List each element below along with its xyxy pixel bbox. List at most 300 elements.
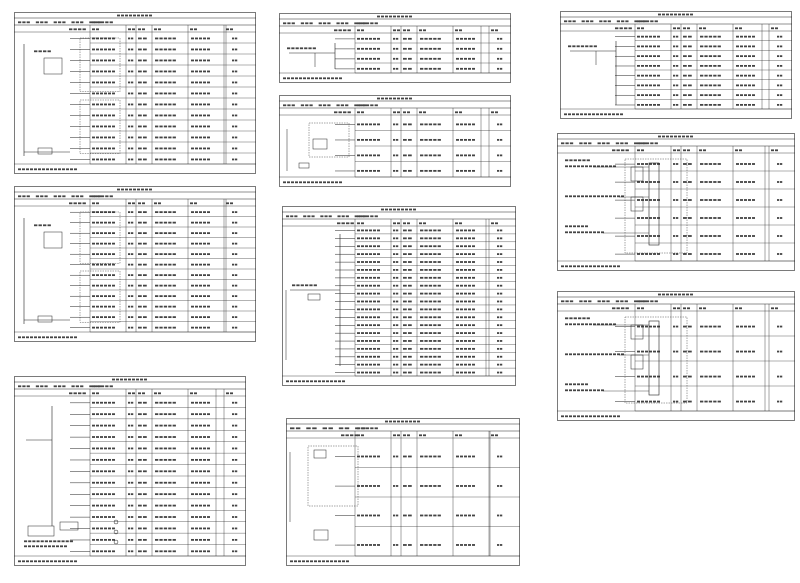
row-1-phase <box>393 237 398 239</box>
col-header-1 <box>393 434 400 436</box>
row-5-phase <box>673 84 678 86</box>
header-cell-0 <box>18 195 30 197</box>
row-3-use <box>456 170 475 172</box>
row-10-breaker <box>92 316 115 318</box>
row-10-use <box>191 148 210 150</box>
row-6-breaker <box>357 277 380 279</box>
relay-1 <box>631 167 643 181</box>
row-13-phase <box>128 550 133 552</box>
row-9-note <box>232 505 237 507</box>
row-1-breaker <box>92 49 115 51</box>
row-7-note <box>232 285 237 287</box>
row-12-breaker <box>92 539 115 541</box>
row-3-use <box>456 253 475 255</box>
row-9-power <box>138 505 147 507</box>
controller-top <box>314 450 326 458</box>
row-3-breaker <box>357 544 380 546</box>
row-9-power <box>138 137 147 139</box>
row-0-power <box>138 38 147 40</box>
row-2-breaker <box>637 199 660 201</box>
p1-svg <box>14 12 256 174</box>
row-16-cable <box>420 356 441 358</box>
row-11-note <box>232 159 237 161</box>
row-3-power <box>683 65 692 67</box>
row-5-cable <box>700 84 721 86</box>
controller <box>313 139 327 149</box>
row-11-cable <box>155 327 176 329</box>
row-6-breaker <box>92 470 115 472</box>
row-7-note <box>232 482 237 484</box>
row-5-power <box>403 269 412 271</box>
row-3-use <box>736 401 755 403</box>
panel-title <box>117 15 152 17</box>
row-1-phase <box>673 45 678 47</box>
row-11-power <box>403 316 412 318</box>
row-9-note <box>497 301 502 303</box>
col-header-0 <box>92 28 99 30</box>
row-13-power <box>403 332 412 334</box>
row-4-use <box>456 261 475 263</box>
row-2-use <box>456 515 475 517</box>
row-8-power <box>403 293 412 295</box>
row-5-breaker <box>357 269 380 271</box>
row-3-note <box>232 71 237 73</box>
col-header-2 <box>403 111 410 113</box>
incoming-label <box>292 284 317 286</box>
row-2-phase <box>128 425 133 427</box>
header-cell-1 <box>36 195 48 197</box>
row-2-power <box>403 154 412 156</box>
row-10-power <box>138 148 147 150</box>
row-6-breaker <box>92 274 115 276</box>
row-3-phase <box>393 68 398 70</box>
row-2-cable <box>420 245 441 247</box>
row-2-cable <box>155 232 176 234</box>
row-3-phase <box>393 170 398 172</box>
col-header-3 <box>419 222 426 224</box>
row-10-cable <box>155 148 176 150</box>
row-1-power <box>403 485 412 487</box>
row-1-breaker <box>92 222 115 224</box>
circuit-header <box>69 202 86 204</box>
row-1-phase <box>673 351 678 353</box>
footer-note <box>564 113 623 115</box>
row-2-breaker <box>637 55 660 57</box>
row-0-power <box>403 230 412 232</box>
p2-svg <box>14 186 256 342</box>
row-2-use <box>456 245 475 247</box>
row-13-cable <box>155 550 176 552</box>
row-0-breaker <box>357 38 380 40</box>
row-0-breaker <box>357 123 380 125</box>
row-0-note <box>232 211 237 213</box>
row-3-note <box>232 243 237 245</box>
col-header-5 <box>771 307 778 309</box>
row-0-cable <box>420 38 441 40</box>
row-9-breaker <box>92 306 115 308</box>
row-0-power <box>683 163 692 165</box>
row-3-power <box>138 71 147 73</box>
row-4-cable <box>700 235 721 237</box>
row-2-phase <box>393 58 398 60</box>
row-7-note <box>232 115 237 117</box>
row-4-phase <box>673 235 678 237</box>
row-3-power <box>683 217 692 219</box>
row-1-note <box>497 237 502 239</box>
row-13-power <box>138 550 147 552</box>
row-9-use <box>191 505 210 507</box>
panel-title <box>658 294 693 296</box>
col-header-2 <box>403 434 410 436</box>
row-4-note <box>232 448 237 450</box>
col-header-5 <box>771 27 778 29</box>
row-0-power <box>403 456 412 458</box>
row-1-use <box>191 222 210 224</box>
header-cell-1 <box>301 104 313 106</box>
row-5-breaker <box>637 84 660 86</box>
row-6-phase <box>128 470 133 472</box>
col-header-4 <box>455 434 462 436</box>
row-3-cable <box>155 243 176 245</box>
row-4-cable <box>155 448 176 450</box>
row-12-breaker <box>357 324 380 326</box>
row-13-note <box>497 332 502 334</box>
row-14-phase <box>393 340 398 342</box>
row-5-phase <box>128 264 133 266</box>
row-2-breaker <box>357 245 380 247</box>
row-2-note <box>777 376 782 378</box>
row-5-use <box>456 269 475 271</box>
schematic-panel-10 <box>557 291 795 421</box>
row-10-breaker <box>92 148 115 150</box>
panel-frame <box>15 187 256 342</box>
footer-note <box>286 380 345 382</box>
row-9-power <box>138 306 147 308</box>
row-0-note <box>497 456 502 458</box>
row-1-note <box>777 45 782 47</box>
row-9-phase <box>128 505 133 507</box>
row-2-phase <box>128 60 133 62</box>
row-4-phase <box>393 261 398 263</box>
row-3-breaker <box>357 68 380 70</box>
row-1-phase <box>128 413 133 415</box>
row-10-power <box>138 516 147 518</box>
row-11-use <box>191 327 210 329</box>
header-cell-2 <box>54 385 66 387</box>
row-1-cable <box>700 181 721 183</box>
header-cell-3 <box>616 142 628 144</box>
col-header-1 <box>128 202 135 204</box>
row-3-note <box>497 544 502 546</box>
row-10-phase <box>393 308 398 310</box>
row-0-phase <box>128 402 133 404</box>
row-3-use <box>191 71 210 73</box>
row-8-breaker <box>92 126 115 128</box>
row-3-use <box>456 544 475 546</box>
panel-frame <box>15 13 256 174</box>
col-header-4 <box>190 28 197 30</box>
row-11-power <box>138 528 147 530</box>
spec-header <box>357 104 378 106</box>
row-8-cable <box>155 126 176 128</box>
row-12-note <box>497 324 502 326</box>
row-1-use <box>736 351 755 353</box>
controller-box <box>44 58 62 74</box>
schematic-panel-7 <box>286 418 520 566</box>
header-cell-2 <box>599 20 611 22</box>
row-5-power <box>683 84 692 86</box>
row-8-phase <box>393 293 398 295</box>
p3-svg <box>14 376 246 566</box>
row-8-breaker <box>357 293 380 295</box>
row-2-power <box>138 425 147 427</box>
row-1-phase <box>673 181 678 183</box>
header-cell-0 <box>561 142 573 144</box>
col-header-4 <box>735 307 742 309</box>
row-3-use <box>736 65 755 67</box>
row-3-cable <box>420 170 441 172</box>
row-4-power <box>138 82 147 84</box>
row-5-power <box>138 459 147 461</box>
row-9-note <box>232 306 237 308</box>
row-1-power <box>138 49 147 51</box>
row-2-note <box>777 199 782 201</box>
row-2-breaker <box>357 515 380 517</box>
row-9-breaker <box>357 301 380 303</box>
row-1-note <box>232 222 237 224</box>
row-6-note <box>232 470 237 472</box>
row-7-breaker <box>92 285 115 287</box>
row-13-breaker <box>92 550 115 552</box>
plc-module <box>649 321 659 395</box>
panel-title <box>385 421 420 423</box>
row-8-cable <box>420 293 441 295</box>
col-header-2 <box>138 392 145 394</box>
row-4-power <box>138 253 147 255</box>
row-16-phase <box>393 356 398 358</box>
row-3-breaker <box>637 65 660 67</box>
row-13-phase <box>393 332 398 334</box>
spec-header <box>637 142 658 144</box>
incoming-label <box>287 47 316 49</box>
row-0-power <box>403 38 412 40</box>
row-1-note <box>497 48 502 50</box>
row-0-phase <box>673 326 678 328</box>
row-4-use <box>191 253 210 255</box>
row-17-power <box>403 364 412 366</box>
row-13-use <box>191 550 210 552</box>
indicator-lamp-2 <box>114 540 118 544</box>
row-3-phase <box>673 217 678 219</box>
row-0-phase <box>673 163 678 165</box>
row-4-power <box>683 235 692 237</box>
circuit-header <box>341 434 358 436</box>
row-4-breaker <box>637 75 660 77</box>
row-1-cable <box>700 351 721 353</box>
row-6-note <box>232 104 237 106</box>
header-cell-1 <box>579 300 591 302</box>
row-1-power <box>683 181 692 183</box>
row-9-phase <box>128 137 133 139</box>
row-10-power <box>138 316 147 318</box>
row-0-use <box>191 211 210 213</box>
row-4-use <box>736 235 755 237</box>
row-3-use <box>191 436 210 438</box>
row-1-breaker <box>357 139 380 141</box>
row-2-phase <box>673 55 678 57</box>
footer-note <box>283 77 342 79</box>
row-8-breaker <box>92 295 115 297</box>
header-cell-2 <box>54 195 66 197</box>
row-9-use <box>191 137 210 139</box>
row-7-power <box>403 285 412 287</box>
header-cell-2 <box>320 215 331 217</box>
row-3-breaker <box>92 243 115 245</box>
col-header-3 <box>154 202 161 204</box>
row-2-breaker <box>637 376 660 378</box>
row-6-power <box>138 274 147 276</box>
row-2-power <box>683 199 692 201</box>
row-4-breaker <box>92 448 115 450</box>
row-0-cable <box>155 211 176 213</box>
col-header-2 <box>138 28 145 30</box>
row-7-power <box>138 285 147 287</box>
row-5-note <box>497 269 502 271</box>
row-8-use <box>456 293 475 295</box>
row-7-cable <box>155 285 176 287</box>
row-0-power <box>403 123 412 125</box>
row-1-note <box>497 485 502 487</box>
row-9-power <box>403 301 412 303</box>
col-header-3 <box>154 28 161 30</box>
row-5-phase <box>128 459 133 461</box>
col-header-1 <box>393 29 400 31</box>
row-12-cable <box>155 539 176 541</box>
meter <box>308 294 320 300</box>
signal-label-4 <box>565 225 588 227</box>
row-1-note <box>777 351 782 353</box>
header-cell-1 <box>301 22 313 24</box>
circuit-header <box>69 28 86 30</box>
col-header-1 <box>128 392 135 394</box>
row-0-phase <box>393 38 398 40</box>
row-6-use <box>456 277 475 279</box>
row-7-breaker <box>637 104 660 106</box>
col-header-4 <box>735 149 742 151</box>
row-0-power <box>138 211 147 213</box>
row-1-power <box>683 351 692 353</box>
header-cell-0 <box>561 300 573 302</box>
row-11-cable <box>420 316 441 318</box>
row-10-breaker <box>357 308 380 310</box>
row-15-use <box>456 348 475 350</box>
header-cell-2 <box>323 427 333 429</box>
row-4-note <box>777 75 782 77</box>
row-1-breaker <box>637 351 660 353</box>
schematic-panel-8 <box>560 11 792 119</box>
col-header-3 <box>699 27 706 29</box>
row-1-breaker <box>637 181 660 183</box>
row-10-note <box>232 516 237 518</box>
row-1-use <box>456 48 475 50</box>
row-3-cable <box>155 436 176 438</box>
panel-title <box>658 14 693 16</box>
row-9-cable <box>155 306 176 308</box>
header-cell-3 <box>71 195 83 197</box>
row-0-use <box>456 38 475 40</box>
row-5-power <box>138 264 147 266</box>
row-11-breaker <box>92 327 115 329</box>
row-0-breaker <box>357 230 380 232</box>
col-header-2 <box>683 149 690 151</box>
row-5-cable <box>420 269 441 271</box>
row-0-power <box>683 326 692 328</box>
row-6-use <box>191 104 210 106</box>
row-7-use <box>736 104 755 106</box>
row-2-breaker <box>92 232 115 234</box>
row-4-note <box>232 82 237 84</box>
row-2-use <box>456 154 475 156</box>
row-3-power <box>138 436 147 438</box>
ct-box <box>60 522 78 530</box>
row-2-use <box>191 232 210 234</box>
row-0-use <box>736 163 755 165</box>
header-cell-3 <box>336 22 348 24</box>
row-8-phase <box>128 126 133 128</box>
row-6-breaker <box>92 104 115 106</box>
row-5-cable <box>700 253 721 255</box>
row-2-cable <box>700 376 721 378</box>
row-18-breaker <box>357 372 380 374</box>
row-6-phase <box>393 277 398 279</box>
signal-label-4 <box>565 383 588 385</box>
row-16-breaker <box>357 356 380 358</box>
row-12-phase <box>128 539 133 541</box>
row-4-breaker <box>637 235 660 237</box>
row-0-cable <box>700 163 721 165</box>
row-8-use <box>191 126 210 128</box>
header-cell-0 <box>283 22 295 24</box>
row-8-note <box>232 493 237 495</box>
row-0-cable <box>420 123 441 125</box>
row-3-cable <box>700 401 721 403</box>
circuit-header <box>612 307 629 309</box>
row-7-breaker <box>92 482 115 484</box>
row-2-use <box>736 376 755 378</box>
row-1-use <box>456 237 475 239</box>
row-2-cable <box>700 199 721 201</box>
footer-note <box>561 415 620 417</box>
p7-svg <box>286 418 520 566</box>
row-1-cable <box>155 222 176 224</box>
spec-header <box>637 300 658 302</box>
row-2-note <box>232 232 237 234</box>
row-7-cable <box>155 482 176 484</box>
row-9-use <box>456 301 475 303</box>
col-header-1 <box>673 149 680 151</box>
row-0-cable <box>420 230 441 232</box>
row-1-cable <box>420 48 441 50</box>
row-10-note <box>232 316 237 318</box>
footer-note <box>18 168 77 170</box>
row-10-use <box>191 516 210 518</box>
col-header-5 <box>491 29 498 31</box>
spec-header <box>357 215 378 217</box>
row-3-breaker <box>357 253 380 255</box>
panel-frame <box>287 419 520 566</box>
col-header-4 <box>190 202 197 204</box>
indicator-lamp-1 <box>114 530 118 534</box>
